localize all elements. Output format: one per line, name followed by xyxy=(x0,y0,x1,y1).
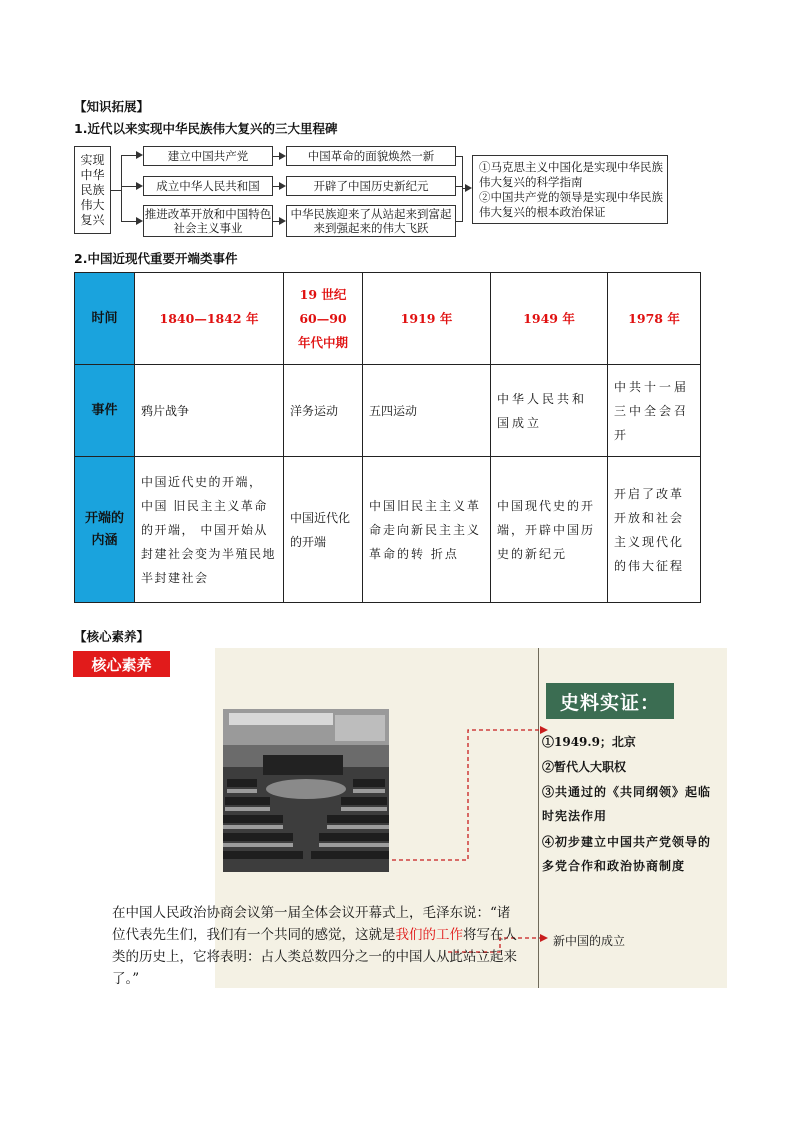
conclusion-note: 新中国的成立 xyxy=(553,934,626,948)
meaning-cell: 中国近代化的开端 xyxy=(284,457,363,603)
meaning-cell: 中国近代史的开端， 中国 旧民主主义革命的开端， 中国开始从封建社会变为半殖民地半封建社会 xyxy=(135,457,284,603)
milestone-meaning-3: 中华民族迎来了从站起来到富起来到强起来的伟大飞跃 xyxy=(286,205,456,237)
event-cell: 洋务运动 xyxy=(284,365,363,457)
conclusion-item-2: ②中国共产党的领导是实现中华民族伟大复兴的根本政治保证 xyxy=(479,190,663,219)
year-cell: 1840—1842 年 xyxy=(135,273,284,365)
year-cell: 1978 年 xyxy=(608,273,701,365)
source-title: 史料实证： xyxy=(546,683,674,719)
core-banner: 核心素养 xyxy=(73,651,170,677)
conference-photo xyxy=(223,709,389,872)
knowledge-header: 【知识拓展】 xyxy=(74,99,150,114)
event-cell: 五四运动 xyxy=(363,365,491,457)
milestone-event-1: 建立中国共产党 xyxy=(143,146,273,166)
core-header: 【核心素养】 xyxy=(74,629,150,644)
quote-part1: 在中国人民政治协商会议第一届全体会议开幕式上，毛泽东说：“诸位代表先生们，我们有一个共同的感觉，这就是 xyxy=(112,905,511,943)
milestone-root: 实现中华民族伟大复兴 xyxy=(74,146,111,234)
event-cell: 中共十一届三中全会召开 xyxy=(608,365,701,457)
milestone-event-2: 成立中华人民共和国 xyxy=(143,176,273,196)
source-item: ③共通过的《共同纲领》起临时宪法作用 xyxy=(542,785,712,823)
table-row xyxy=(75,365,701,457)
year-cell: 1919 年 xyxy=(363,273,491,365)
mao-quote xyxy=(112,902,522,990)
meaning-cell: 中国现代史的开端，开辟中国历史的新纪元 xyxy=(491,457,608,603)
source-item: ④初步建立中国共产党领导的多党合作和政治协商制度 xyxy=(542,835,712,873)
row-header-meaning: 开端的内涵 xyxy=(75,457,135,603)
source-item: ②暂代人大职权 xyxy=(542,760,627,774)
quote-highlight: 我们的工作 xyxy=(395,927,463,943)
source-item: ①1949.9；北京 xyxy=(542,735,636,749)
event-cell: 鸦片战争 xyxy=(135,365,284,457)
milestone-conclusion xyxy=(472,155,668,224)
year-cell: 19 世纪 60—90 年代中期 xyxy=(284,273,363,365)
section2-title: 2.中国近现代重要开端类事件 xyxy=(74,251,238,266)
milestone-meaning-1: 中国革命的面貌焕然一新 xyxy=(286,146,456,166)
quote-part2: 将写在人类的历史上，它将表明：占人类总数四分之一的中国人从此站立起来了。” xyxy=(112,927,517,987)
milestone-meaning-2: 开辟了中国历史新纪元 xyxy=(286,176,456,196)
section1-title: 1.近代以来实现中华民族伟大复兴的三大里程碑 xyxy=(74,121,338,136)
table-row xyxy=(75,457,701,603)
row-header-event: 事件 xyxy=(75,365,135,457)
events-table xyxy=(74,272,701,603)
event-cell: 中华人民共和国成立 xyxy=(491,365,608,457)
year-cell: 1949 年 xyxy=(491,273,608,365)
conclusion-item-1: ①马克思主义中国化是实现中华民族伟大复兴的科学指南 xyxy=(479,160,663,189)
milestone-event-3: 推进改革开放和中国特色社会主义事业 xyxy=(144,207,272,235)
row-header-time: 时间 xyxy=(75,273,135,365)
meaning-cell: 中国旧民主主义革命走向新民主主义革命的转 折点 xyxy=(363,457,491,603)
table-row xyxy=(75,273,701,365)
meaning-cell: 开启了改革开放和社会主义现代化的伟大征程 xyxy=(608,457,701,603)
